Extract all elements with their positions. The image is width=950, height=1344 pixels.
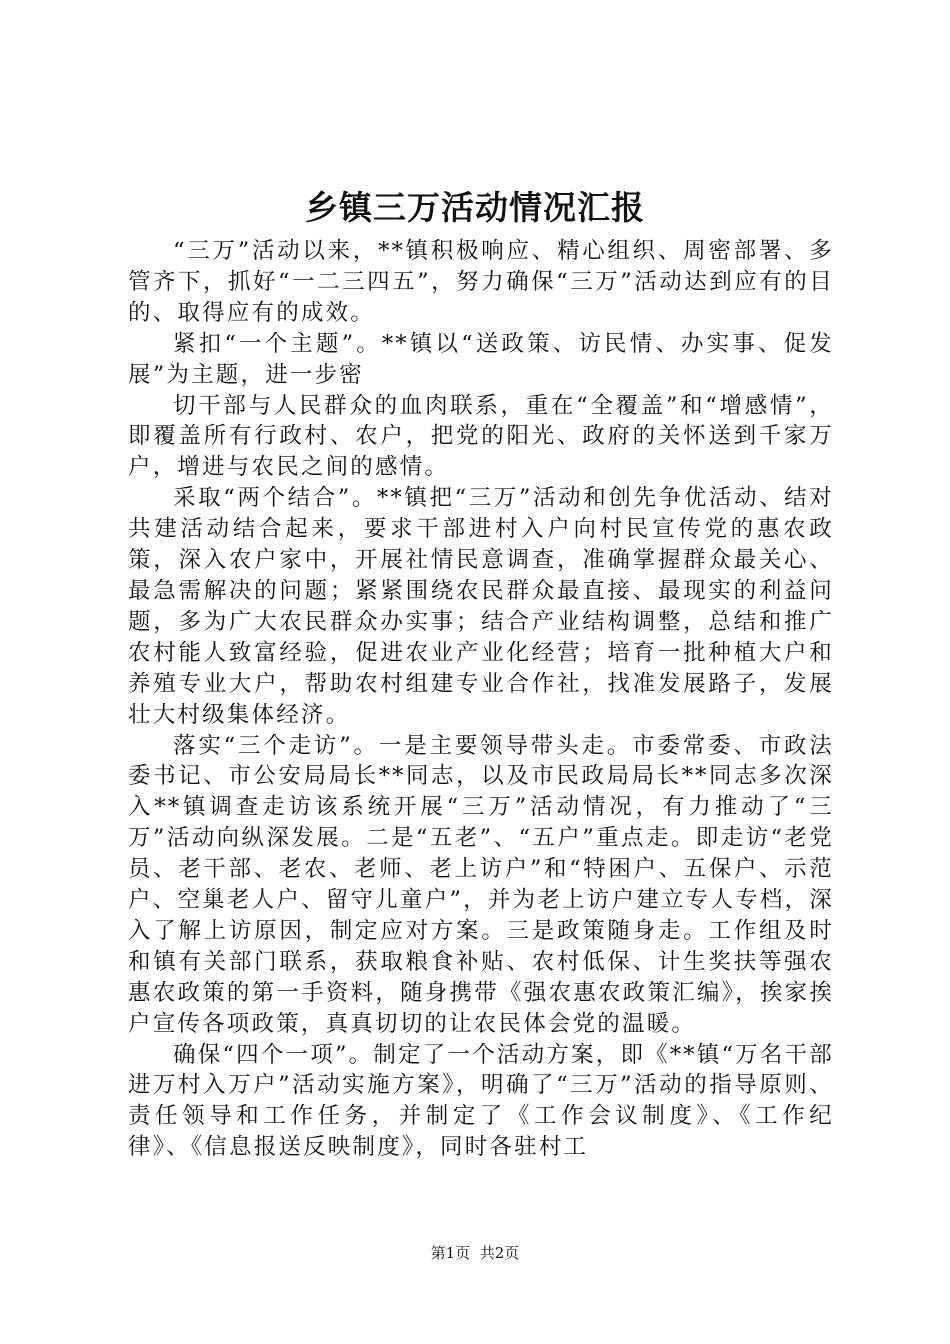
paragraph-three-visits: 落实“三个走访”。一是主要领导带头走。市委常委、市政法委书记、市公安局局长**同志，以及市民政局局长**同志多次深入**镇调查走访该系统开展“三万”活动情况，有力推动了“三万”活动向纵深发展。二是“五老”、“五户”重点走。即走访“老党员、老干部、老农、老师、老上访户”和“特困户、五保户、示范户、空巢老人户、留守儿童户”，并为老上访户建立专人专档，深入了解上访原因，制定应对方案。三是政策随身走。工作组及时和镇有关部门联系，获取粮食补贴、农村低保、计生奖扶等强农惠农政策的第一手资料，随身携带《强农惠农政策汇编》，挨家挨户宣传各项政策，真真切切的让农民体会党的温暖。 [128, 732, 834, 1037]
paragraph-one-theme: 紧扣“一个主题”。**镇以“送政策、访民情、办实事、促发展”为主题，进一步密 [128, 330, 834, 388]
paragraph-intro: “三万”活动以来，**镇积极响应、精心组织、周密部署、多管齐下，抓好“一二三四五”，努力确保“三万”活动达到应有的目的、取得应有的成效。 [128, 238, 834, 326]
paragraph-one-theme-continued: 切干部与人民群众的血肉联系，重在“全覆盖”和“增感情”，即覆盖所有行政村、农户，把党的阳光、政府的关怀送到千家万户，增进与农民之间的感情。 [128, 392, 834, 481]
paragraph-four-items: 确保“四个一项”。制定了一个活动方案，即《**镇“万名干部进万村入万户”活动实施方案》，明确了“三万”活动的指导原则、责任领导和工作任务，并制定了《工作会议制度》、《工作纪律》、《信息报送反映制度》，同时各驻村工 [128, 1041, 834, 1161]
page-footer [0, 1243, 950, 1263]
document-body [128, 236, 834, 1163]
page-number: 第1页 [430, 1244, 471, 1262]
document-title: 乡镇三万活动情况汇报 [305, 188, 645, 227]
page-total: 共2页 [479, 1244, 520, 1262]
paragraph-two-combinations: 采取“两个结合”。**镇把“三万”活动和创先争优活动、结对共建活动结合起来，要求干部进村入户向村民宣传党的惠农政策，深入农户家中，开展社情民意调查，准确掌握群众最关心、最急需解决的问题；紧紧围绕农民群众最直接、最现实的利益问题，多为广大农民群众办实事；结合产业结构调整，总结和推广农村能人致富经验，促进农业产业化经营；培育一批种植大户和养殖专业大户，帮助农村组建专业合作社，找准发展路子，发展壮大村级集体经济。 [128, 485, 834, 728]
